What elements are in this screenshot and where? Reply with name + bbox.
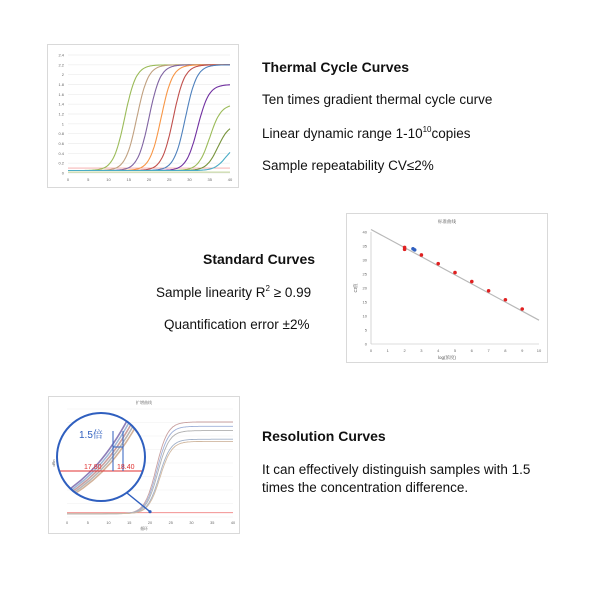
standard-curve-chart <box>346 213 548 363</box>
y-tick-label: 20 <box>362 285 367 291</box>
standard-curve-chart-svg <box>347 214 547 362</box>
x-axis-label: log(浓度) <box>437 355 457 360</box>
resolution-heading: Resolution Curves <box>262 428 386 444</box>
zoom-pointer-dot <box>148 510 151 513</box>
standard-curves-line-2: Quantification error ±2% <box>164 317 310 332</box>
chart-title: 标准曲线 <box>438 219 456 224</box>
x-tick-label: 10 <box>106 521 111 525</box>
standard-curves-line-1-sup: 2 <box>265 284 270 293</box>
standard-curves-line-1-prefix: Sample linearity R <box>156 285 266 300</box>
y-axis-label: Ct值 <box>353 283 358 293</box>
zoom-pointer-line <box>127 493 150 512</box>
x-tick-label: 0 <box>369 348 373 353</box>
y-tick-label: 0.6 <box>58 141 64 146</box>
data-point-10 <box>504 298 508 302</box>
thermal-cycle-line-3: Sample repeatability CV≤2% <box>262 158 434 173</box>
x-tick-label: 30 <box>187 177 192 182</box>
x-tick-label: 20 <box>147 521 153 525</box>
x-tick-label: 0 <box>65 521 69 525</box>
y-tick-label: 1.2 <box>58 111 64 117</box>
resolution-body: It can effectively distinguish samples with 1.5 times the concentration difference. <box>262 462 531 495</box>
x-tick-label: 35 <box>207 177 212 182</box>
x-tick-label: 25 <box>168 521 173 525</box>
standard-curves-heading: Standard Curves <box>203 251 316 267</box>
y-tick-label: 0 <box>364 341 367 347</box>
thermal-cycle-line-2-suffix: copies <box>431 126 471 141</box>
amplification-curve-7 <box>68 85 230 171</box>
standard-curves-line-1 <box>156 284 311 300</box>
y-tick-label: 35 <box>362 243 367 249</box>
thermal-cycle-line-1: Ten times gradient thermal cycle curve <box>262 92 493 107</box>
data-point-7 <box>453 271 457 275</box>
x-axis-label: 循环 <box>140 527 148 531</box>
x-tick-label: 2 <box>403 348 406 353</box>
x-tick-label: 0 <box>66 177 70 182</box>
x-tick-label: 15 <box>127 521 132 525</box>
data-point-5 <box>420 253 424 257</box>
y-axis-label: dRn <box>52 459 56 467</box>
x-tick-label: 6 <box>470 348 473 353</box>
x-tick-label: 5 <box>453 348 457 353</box>
fit-line <box>371 229 539 320</box>
fold-change-label: 1.5倍 <box>79 430 103 441</box>
x-tick-label: 25 <box>167 177 172 182</box>
x-tick-label: 7 <box>487 348 490 353</box>
x-tick-label: 4 <box>437 348 440 353</box>
y-tick-label: 2.4 <box>58 52 64 58</box>
ct-value-left: 17.80 <box>84 464 102 471</box>
thermal-cycle-line-2 <box>262 125 471 141</box>
x-tick-label: 20 <box>146 177 152 182</box>
y-tick-label: 2.2 <box>58 62 64 68</box>
x-tick-label: 9 <box>521 348 524 353</box>
thermal-cycle-chart <box>47 44 239 188</box>
y-tick-label: 5 <box>364 327 367 333</box>
y-tick-label: 1 <box>61 121 64 127</box>
x-tick-label: 5 <box>87 177 90 182</box>
y-tick-label: 0.2 <box>58 160 64 166</box>
y-tick-label: 0 <box>61 170 64 176</box>
standard-curves-line-1-suffix: ≥ 0.99 <box>270 285 312 300</box>
data-point-6 <box>436 262 440 266</box>
thermal-cycle-line-2-sup: 10 <box>422 125 432 134</box>
y-tick-label: 30 <box>362 257 367 263</box>
y-tick-label: 2 <box>61 72 64 78</box>
data-point-4 <box>413 248 417 252</box>
x-tick-label: 5 <box>86 521 89 525</box>
y-tick-label: 15 <box>362 299 367 305</box>
y-tick-label: 1.6 <box>58 91 64 97</box>
resolution-chart <box>48 396 240 534</box>
y-tick-label: 25 <box>362 271 367 277</box>
x-tick-label: 40 <box>230 521 236 525</box>
chart-title: 扩增曲线 <box>136 400 152 405</box>
y-tick-label: 1.8 <box>58 82 64 87</box>
y-tick-label: 0.8 <box>58 131 64 137</box>
x-tick-label: 30 <box>189 521 194 525</box>
y-tick-label: 1.4 <box>58 101 64 107</box>
x-tick-label: 8 <box>504 348 507 353</box>
x-tick-label: 10 <box>106 177 111 182</box>
resolution-chart-svg <box>49 397 239 533</box>
x-tick-label: 3 <box>420 348 423 353</box>
amplification-curve-3 <box>68 65 230 171</box>
data-point-9 <box>487 289 491 293</box>
x-tick-label: 10 <box>536 348 542 353</box>
data-point-8 <box>470 280 474 284</box>
y-tick-label: 40 <box>362 229 367 235</box>
data-point-2 <box>403 248 407 252</box>
x-tick-label: 35 <box>210 521 215 525</box>
thermal-cycle-line-2-prefix: Linear dynamic range 1-10 <box>262 126 423 141</box>
y-tick-label: 0.4 <box>58 150 64 156</box>
x-tick-label: 40 <box>227 177 233 182</box>
thermal-cycle-chart-svg <box>48 45 238 187</box>
x-tick-label: 15 <box>126 177 131 182</box>
y-tick-label: 10 <box>362 313 367 319</box>
x-tick-label: 1 <box>386 348 389 353</box>
ct-value-right: 18.40 <box>117 464 135 471</box>
data-point-11 <box>520 307 524 311</box>
thermal-cycle-heading: Thermal Cycle Curves <box>262 59 410 75</box>
